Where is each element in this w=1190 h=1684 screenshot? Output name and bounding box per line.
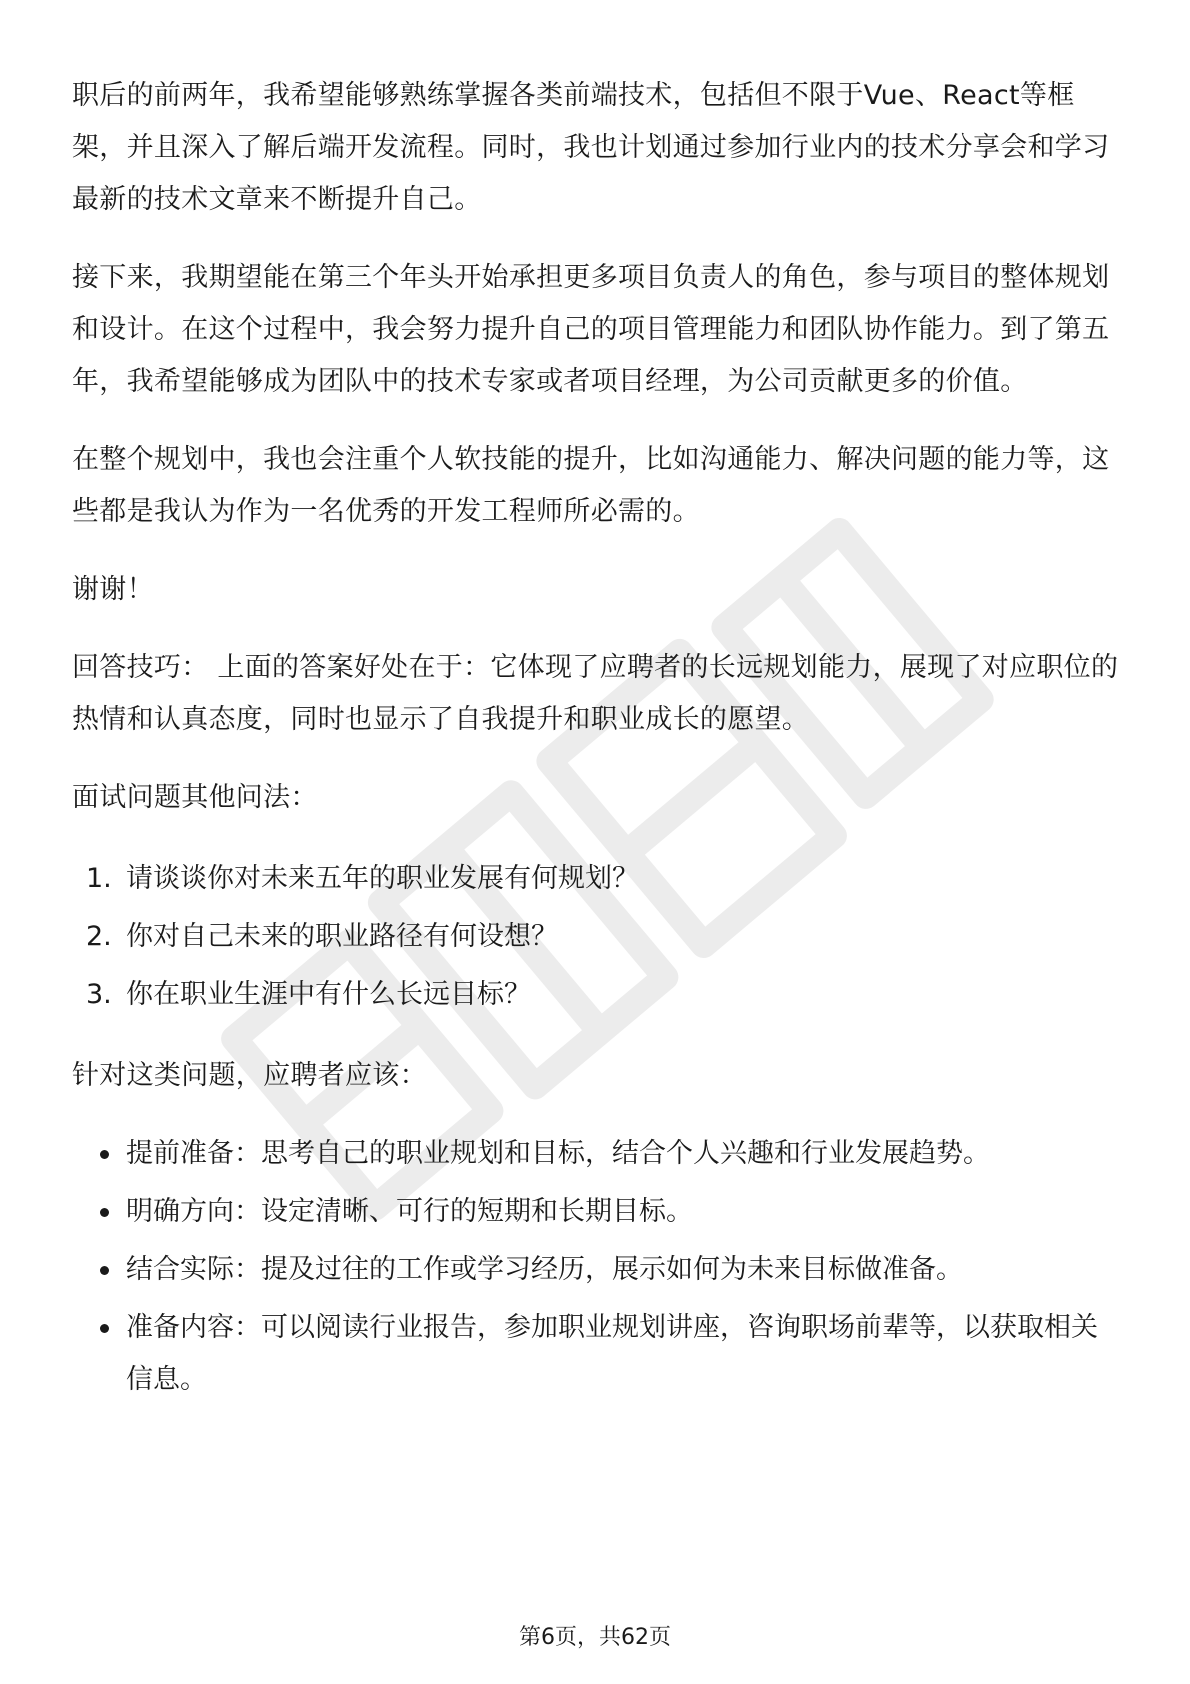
list-item xyxy=(72,1128,1122,1180)
list-number: 1. xyxy=(86,863,112,894)
paragraph-career-later: 接下来，我期望能在第三个年头开始承担更多项目负责人的角色，参与项目的整体规划和设计。在这个过程中，我会努力提升自己的项目管理能力和团队协作能力。到了第五年，我希望能够成为团队中的技术专家或者项目经理，为公司贡献更多的价值。 xyxy=(72,262,1110,397)
list-item-text: 结合实际：提及过往的工作或学习经历，展示如何为未来目标做准备。 xyxy=(126,1254,963,1285)
paragraph-career-early: 职后的前两年，我希望能够熟练掌握各类前端技术，包括但不限于Vue、React等框架，并且深入了解后端开发流程。同时，我也计划通过参加行业内的技术分享会和学习最新的技术文章来不断提升自己。 xyxy=(72,80,1110,215)
bullet-icon xyxy=(100,1150,109,1159)
advice-heading: 针对这类问题，应聘者应该： xyxy=(72,1060,427,1091)
other-questions-heading: 面试问题其他问法： xyxy=(72,782,318,813)
list-item-text: 你在职业生涯中有什么长远目标？ xyxy=(126,979,531,1010)
list-item xyxy=(72,1302,1122,1406)
list-number: 3. xyxy=(86,979,112,1010)
other-questions-list xyxy=(72,850,1122,1024)
list-item-text: 你对自己未来的职业路径有何设想？ xyxy=(126,921,558,952)
list-item xyxy=(72,850,1122,908)
bullet-icon xyxy=(100,1266,109,1275)
paragraph-thanks: 谢谢！ xyxy=(72,574,154,605)
paragraph-answer-tips: 回答技巧： 上面的答案好处在于：它体现了应聘者的长远规划能力，展现了对应职位的热情和认真态度，同时也显示了自我提升和职业成长的愿望。 xyxy=(72,652,1119,735)
list-item xyxy=(72,1186,1122,1238)
document-body xyxy=(72,70,1122,1412)
list-item-text: 提前准备：思考自己的职业规划和目标，结合个人兴趣和行业发展趋势。 xyxy=(126,1138,990,1169)
list-number: 2. xyxy=(86,921,112,952)
list-item-text: 明确方向：设定清晰、可行的短期和长期目标。 xyxy=(126,1196,693,1227)
list-item xyxy=(72,1244,1122,1296)
advice-list xyxy=(72,1128,1122,1406)
paragraph-soft-skills: 在整个规划中，我也会注重个人软技能的提升，比如沟通能力、解决问题的能力等，这些都是我认为作为一名优秀的开发工程师所必需的。 xyxy=(72,444,1110,527)
list-item xyxy=(72,966,1122,1024)
page-footer: 第6页，共62页 xyxy=(519,1625,671,1650)
list-item-text: 准备内容：可以阅读行业报告，参加职业规划讲座，咨询职场前辈等，以获取相关信息。 xyxy=(126,1312,1098,1395)
bullet-icon xyxy=(100,1324,109,1333)
list-item xyxy=(72,908,1122,966)
bullet-icon xyxy=(100,1208,109,1217)
list-item-text: 请谈谈你对未来五年的职业发展有何规划？ xyxy=(126,863,639,894)
